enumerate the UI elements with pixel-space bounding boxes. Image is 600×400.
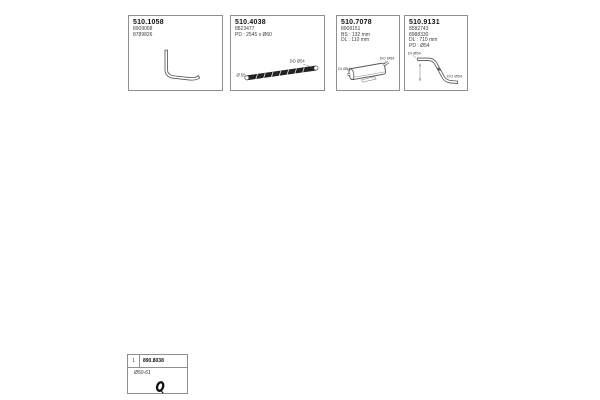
oem-code: 8582743 [409, 26, 429, 32]
outlet-diameter-label: DO Ø54 [447, 73, 462, 79]
part-number: 510.4038 [235, 19, 266, 26]
accessory-row[interactable] [128, 355, 187, 368]
accessory-part-number: 890.8038 [143, 358, 164, 364]
clamp-icon [153, 379, 167, 395]
length-spec: DL : 110 mm [341, 37, 370, 44]
pipe-dimension-spec: PD : 2545 x Ø60 [235, 31, 272, 38]
accessory-row-number: 1 [128, 355, 140, 367]
product-card-510-9131[interactable] [404, 15, 468, 91]
product-card-510-7078[interactable] [336, 15, 400, 91]
accessory-table [127, 354, 188, 394]
part-number: 510.9131 [409, 19, 440, 26]
oem-code: 8909068 [133, 26, 153, 32]
inlet-diameter-label: DI Ø54 [337, 65, 351, 71]
outlet-diameter-label: DO Ø54 [289, 58, 305, 64]
product-card-510-4038[interactable] [230, 15, 325, 91]
body-size-spec: BS : 132 mm [341, 31, 370, 38]
inlet-diameter-label: DI Ø54 [407, 50, 421, 56]
oem-code: 8789826 [133, 31, 153, 38]
oem-code: 8908151 [341, 26, 361, 32]
part-number: 510.7078 [341, 19, 372, 26]
oem-code: 8823477 [235, 26, 255, 32]
pipe-diameter-spec: PD : Ø54 [409, 42, 430, 49]
inlet-diameter-label: Ø 50 [236, 72, 246, 78]
clamp-size-range: Ø50-61 [134, 370, 151, 376]
product-card-510-1058[interactable] [128, 15, 223, 91]
part-number: 510.1058 [133, 19, 164, 26]
oem-code: 8988330 [409, 31, 429, 38]
outlet-diameter-label: DO Ø54 [379, 55, 395, 61]
length-spec: DL : 710 mm [409, 37, 438, 44]
accessory-detail [128, 368, 187, 395]
